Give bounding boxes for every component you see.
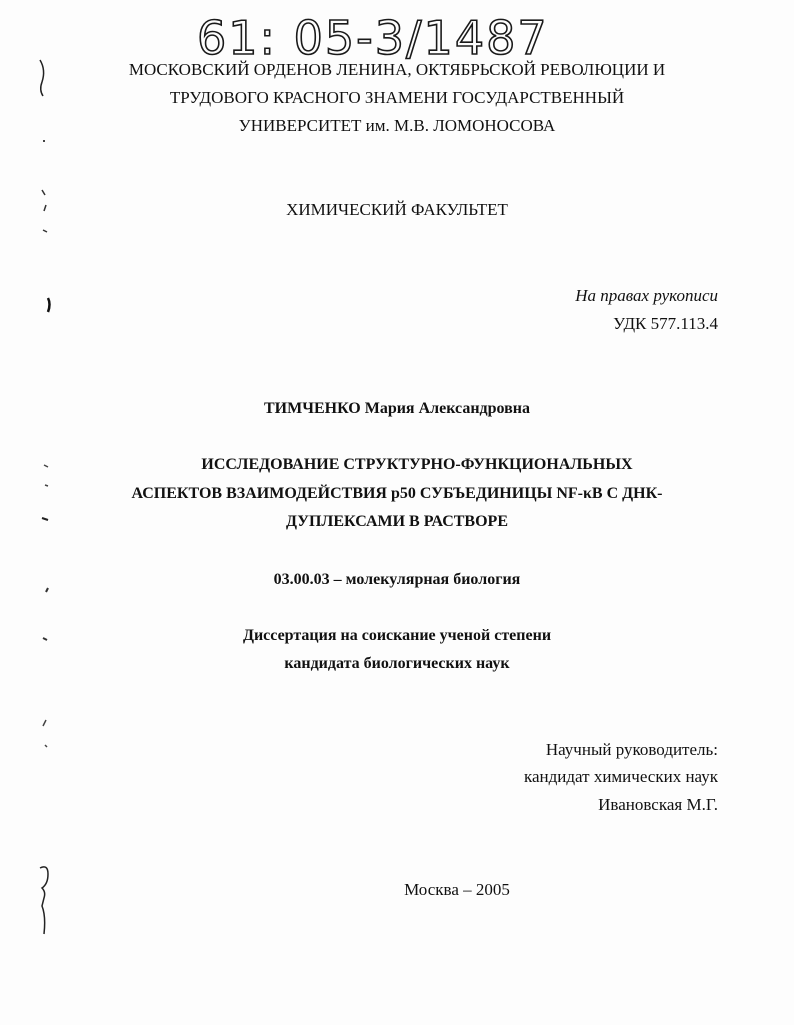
thesis-title-line-2: АСПЕКТОВ ВЗАИМОДЕЙСТВИЯ р50 СУБЪЕДИНИЦЫ NF-κB С ДНК- xyxy=(131,485,663,502)
thesis-title-line-1: ИССЛЕДОВАНИЕ СТРУКТУРНО-ФУНКЦИОНАЛЬНЫХ xyxy=(201,456,633,473)
handwritten-archive-number xyxy=(195,4,615,68)
university-name-line-3: УНИВЕРСИТЕТ им. М.В. ЛОМОНОСОВА xyxy=(238,116,556,135)
university-name-line-2: ТРУДОВОГО КРАСНОГО ЗНАМЕНИ ГОСУДАРСТВЕННЫЙ xyxy=(169,88,625,107)
supervisor-label: Научный руководитель: xyxy=(545,740,718,759)
thesis-title-line-3: ДУПЛЕКСАМИ В РАСТВОРЕ xyxy=(286,513,508,530)
faculty-name: ХИМИЧЕСКИЙ ФАКУЛЬТЕТ xyxy=(286,200,508,219)
degree-line-1: Диссертация на соискание ученой степени xyxy=(242,627,552,644)
specialty-code: 03.00.03 – молекулярная биология xyxy=(273,571,521,588)
place-and-year: Москва – 2005 xyxy=(404,880,510,899)
degree-line-2: кандидата биологических наук xyxy=(284,655,510,672)
handwritten-archive-number-text: 61: 05-3/1487 xyxy=(197,11,549,65)
university-name-line-1: МОСКОВСКИЙ ОРДЕНОВ ЛЕНИНА, ОКТЯБРЬСКОЙ РЕВОЛЮЦИИ И xyxy=(128,60,666,79)
manuscript-rights-note: На правах рукописи xyxy=(575,286,718,305)
supervisor-title: кандидат химических наук xyxy=(524,767,718,786)
udk-code: УДК 577.113.4 xyxy=(613,314,718,333)
author-name: ТИМЧЕНКО Мария Александровна xyxy=(263,400,531,417)
supervisor-name: Ивановская М.Г. xyxy=(598,795,718,814)
